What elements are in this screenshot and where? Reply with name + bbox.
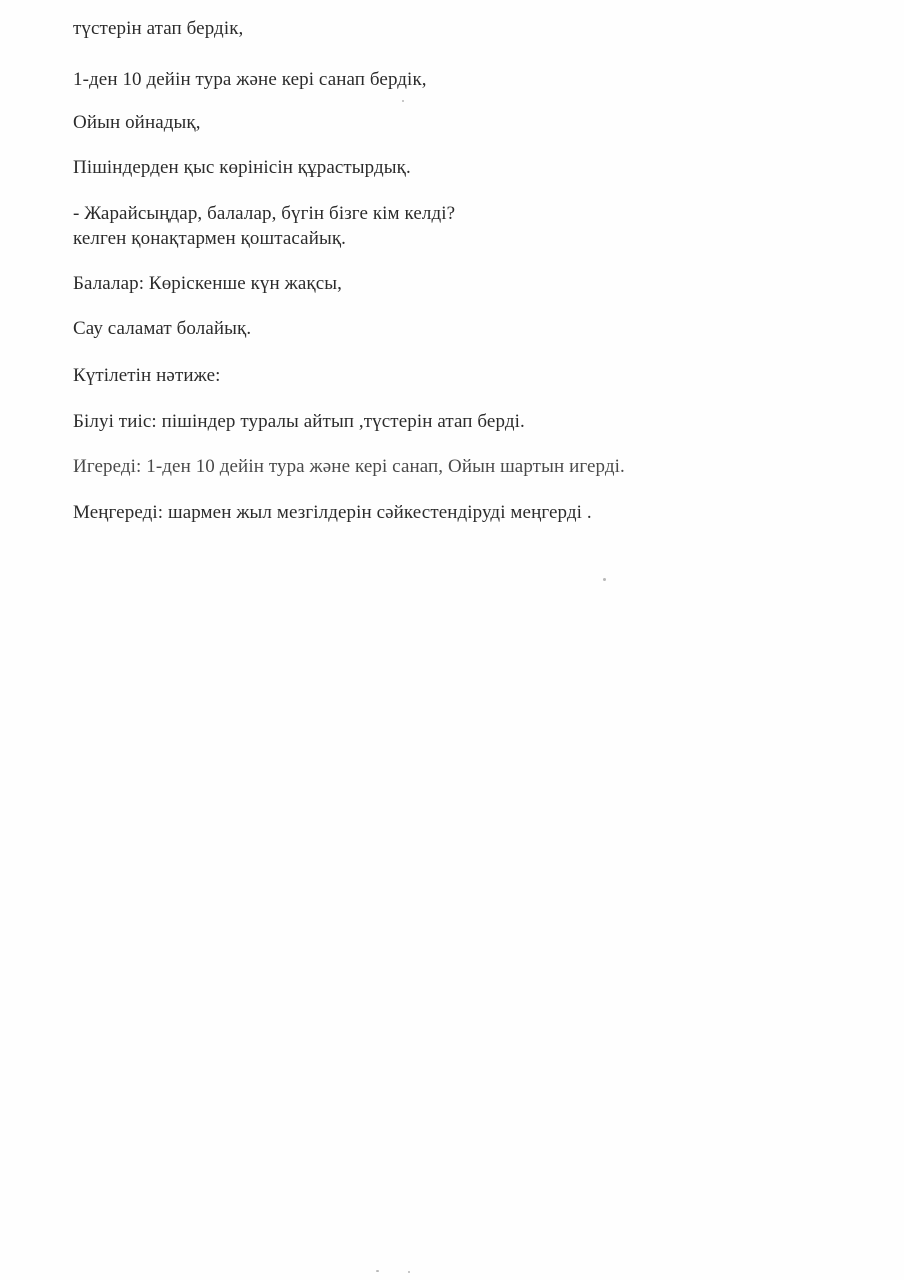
text-line: Меңгереді: шармен жыл мезгілдерін сәйкестендіруді меңгерді . — [73, 502, 592, 523]
text-line: Сау саламат болайық. — [73, 318, 252, 339]
scan-speck — [603, 578, 606, 581]
text-line: 1-ден 10 дейін тура және кері санап бердік, — [73, 69, 427, 90]
scan-speck — [408, 1271, 410, 1273]
scan-speck — [376, 1270, 379, 1272]
text-line: Игереді: 1-ден 10 дейін тура және кері санап, Ойын шартын игерді. — [73, 456, 625, 477]
text-line: түстерін атап бердік, — [73, 18, 244, 39]
text-line: Пішіндерден қыс көрінісін құрастырдық. — [73, 157, 411, 178]
scan-speck — [402, 100, 404, 102]
text-line: Білуі тиіс: пішіндер туралы айтып ,түстерін атап берді. — [73, 411, 525, 432]
text-line: - Жарайсыңдар, балалар, бүгін бізге кім келді? — [73, 203, 456, 224]
text-line: Ойын ойнадық, — [73, 112, 201, 133]
text-line: келген қонақтармен қоштасайық. — [73, 228, 347, 249]
expected-result-heading: Күтілетін нәтиже: — [73, 365, 221, 386]
text-line: Балалар: Көріскенше күн жақсы, — [73, 273, 342, 294]
